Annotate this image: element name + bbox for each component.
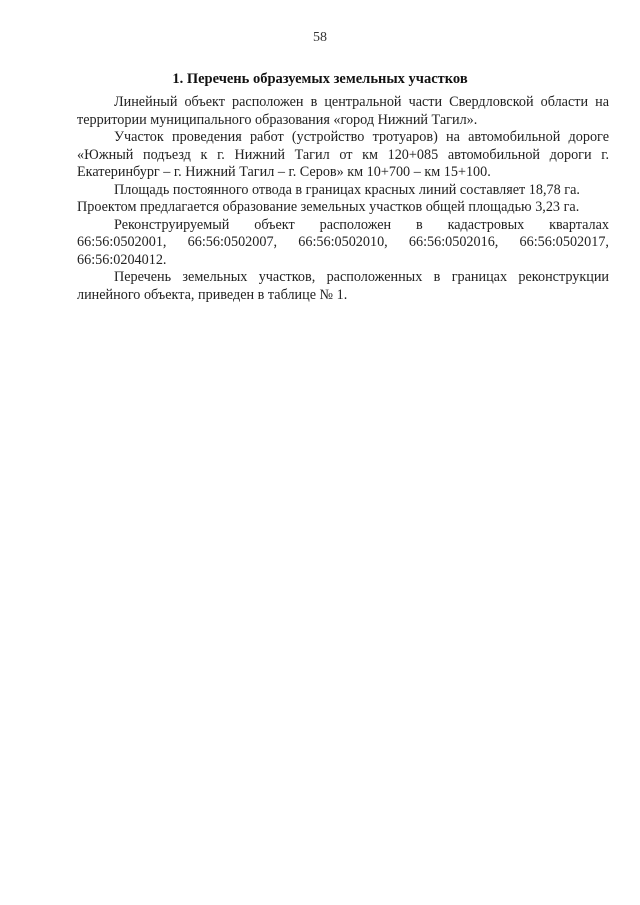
cadastral-code: 66:56:0502016, — [408, 234, 499, 250]
word: кварталах — [549, 216, 609, 233]
word: Реконструируемый — [114, 216, 230, 233]
cadastral-words-line — [77, 217, 609, 235]
cadastral-code: 66:56:0502007, — [187, 234, 278, 250]
word: объект — [254, 216, 295, 233]
paragraph-project-area: Проектом предлагается образование земельных участков общей площадью 3,23 га. — [77, 199, 580, 215]
cadastral-code: 66:56:0502010, — [298, 234, 388, 250]
section-heading: 1. Перечень образуемых земельных участков — [172, 71, 468, 87]
cadastral-code: 66:56:0204012. — [77, 251, 167, 268]
word: в — [415, 216, 423, 233]
word: кадастровых — [447, 216, 525, 233]
paragraph-red-lines-area: Площадь постоянного отвода в границах красных линий составляет 18,78 га. — [114, 181, 580, 198]
word: расположен — [319, 216, 392, 233]
paragraph-table-reference: Перечень земельных участков, расположенных в границах реконструкции линейного объекта, приведен в таблице № 1. — [77, 269, 609, 303]
cadastral-codes-line — [77, 234, 609, 252]
page-number: 58 — [313, 30, 327, 45]
paragraph-cadastral-quarters — [77, 217, 609, 270]
cadastral-code: 66:56:0502017, — [519, 234, 609, 250]
document-body — [77, 94, 609, 304]
cadastral-code: 66:56:0502001, — [77, 234, 167, 250]
paragraph-work-area: Участок проведения работ (устройство тротуаров) на автомобильной дороге «Южный подъезд к г. Нижний Тагил от км 120+085 автомобильной дороги г. Екатеринбург – г. Нижний Тагил – г. Серов» км 10+700 – км 15+100. — [77, 129, 609, 180]
paragraph-location: Линейный объект расположен в центральной части Свердловской области на территории муниципального образования «город Нижний Тагил». — [77, 94, 609, 128]
